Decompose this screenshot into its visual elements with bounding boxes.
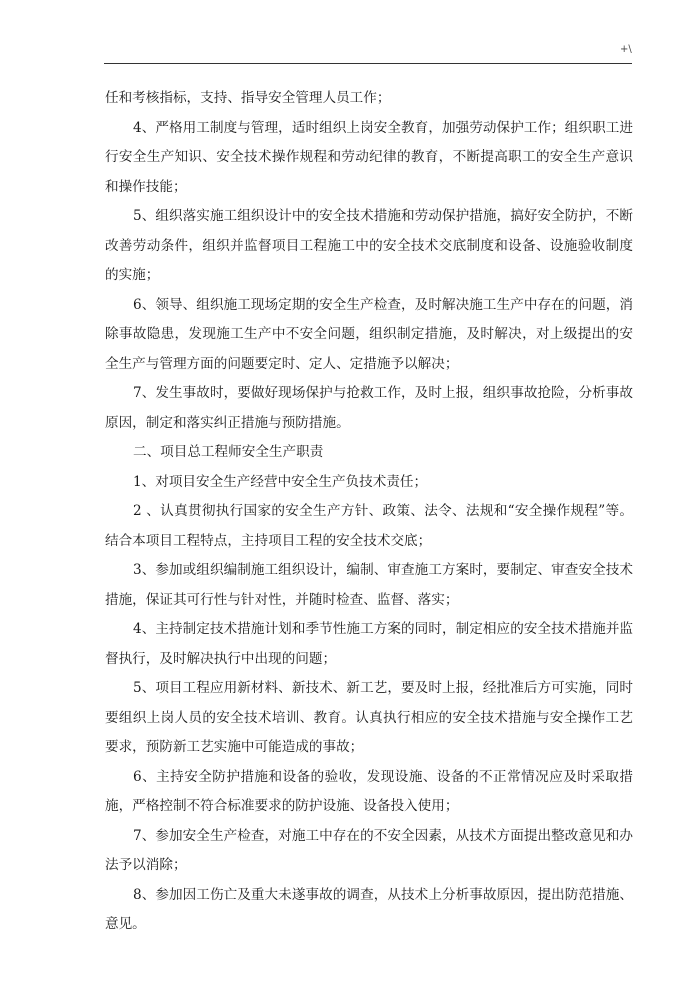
header-mark: +\	[620, 44, 632, 55]
paragraph: 任和考核指标，支持、指导安全管理人员工作；	[105, 90, 391, 106]
paragraph: 4、主持制定技术措施计划和季节性施工方案的同时，制定相应的安全技术措施并监督执行，及时解决执行中出现的问题；	[105, 621, 633, 667]
paragraph: 5、组织落实施工组织设计中的安全技术措施和劳动保护措施，搞好安全防护，不断改善劳动条件，组织并监督项目工程施工中的安全技术交底制度和设备、设施验收制度的实施；	[105, 208, 633, 283]
paragraph: 6、主持安全防护措施和设备的验收，发现设施、设备的不正常情况应及时采取措施，严格控制不符合标准要求的防护设施、设备投入使用；	[105, 768, 633, 814]
header-rule	[104, 63, 632, 64]
paragraph: 6、领导、组织施工现场定期的安全生产检查，及时解决施工生产中存在的问题，消除事故隐患，发现施工生产中不安全问题，组织制定措施，及时解决，对上级提出的安全生产与管理方面的问题要定时、定人、定措施予以解决；	[105, 296, 633, 372]
paragraph: 7、参加安全生产检查，对施工中存在的不安全因素，从技术方面提出整改意见和办法予以消除；	[105, 827, 633, 873]
paragraph: 5、项目工程应用新材料、新技术、新工艺，要及时上报，经批准后方可实施，同时要组织上岗人员的安全技术培训、教育。认真执行相应的安全技术措施与安全操作工艺要求，预防新工艺实施中可能造成的事故；	[105, 680, 633, 755]
paragraph: 2 、认真贯彻执行国家的安全生产方针、政策、法令、法规和“安全操作规程”等。结合本项目工程特点，主持项目工程的安全技术交底；	[105, 503, 633, 549]
paragraph: 4、严格用工制度与管理，适时组织上岗安全教育，加强劳动保护工作；组织职工进行安全生产知识、安全技术操作规程和劳动纪律的教育，不断提高职工的安全生产意识和操作技能；	[105, 119, 633, 195]
paragraph: 3、参加或组织编制施工组织设计，编制、审查施工方案时，要制定、审查安全技术措施，保证其可行性与针对性，并随时检查、监督、落实；	[105, 562, 633, 608]
paragraph: 8、参加因工伤亡及重大未遂事故的调查，从技术上分析事故原因，提出防范措施、意见。	[105, 886, 633, 932]
document-body	[105, 84, 633, 940]
paragraph: 1、对项目安全生产经营中安全生产负技术责任；	[133, 473, 428, 490]
section-heading: 二、项目总工程师安全生产职责	[133, 444, 324, 460]
paragraph: 7、发生事故时，要做好现场保护与抢救工作，及时上报，组织事故抢险，分析事故原因，制定和落实纠正措施与预防措施。	[105, 385, 633, 431]
